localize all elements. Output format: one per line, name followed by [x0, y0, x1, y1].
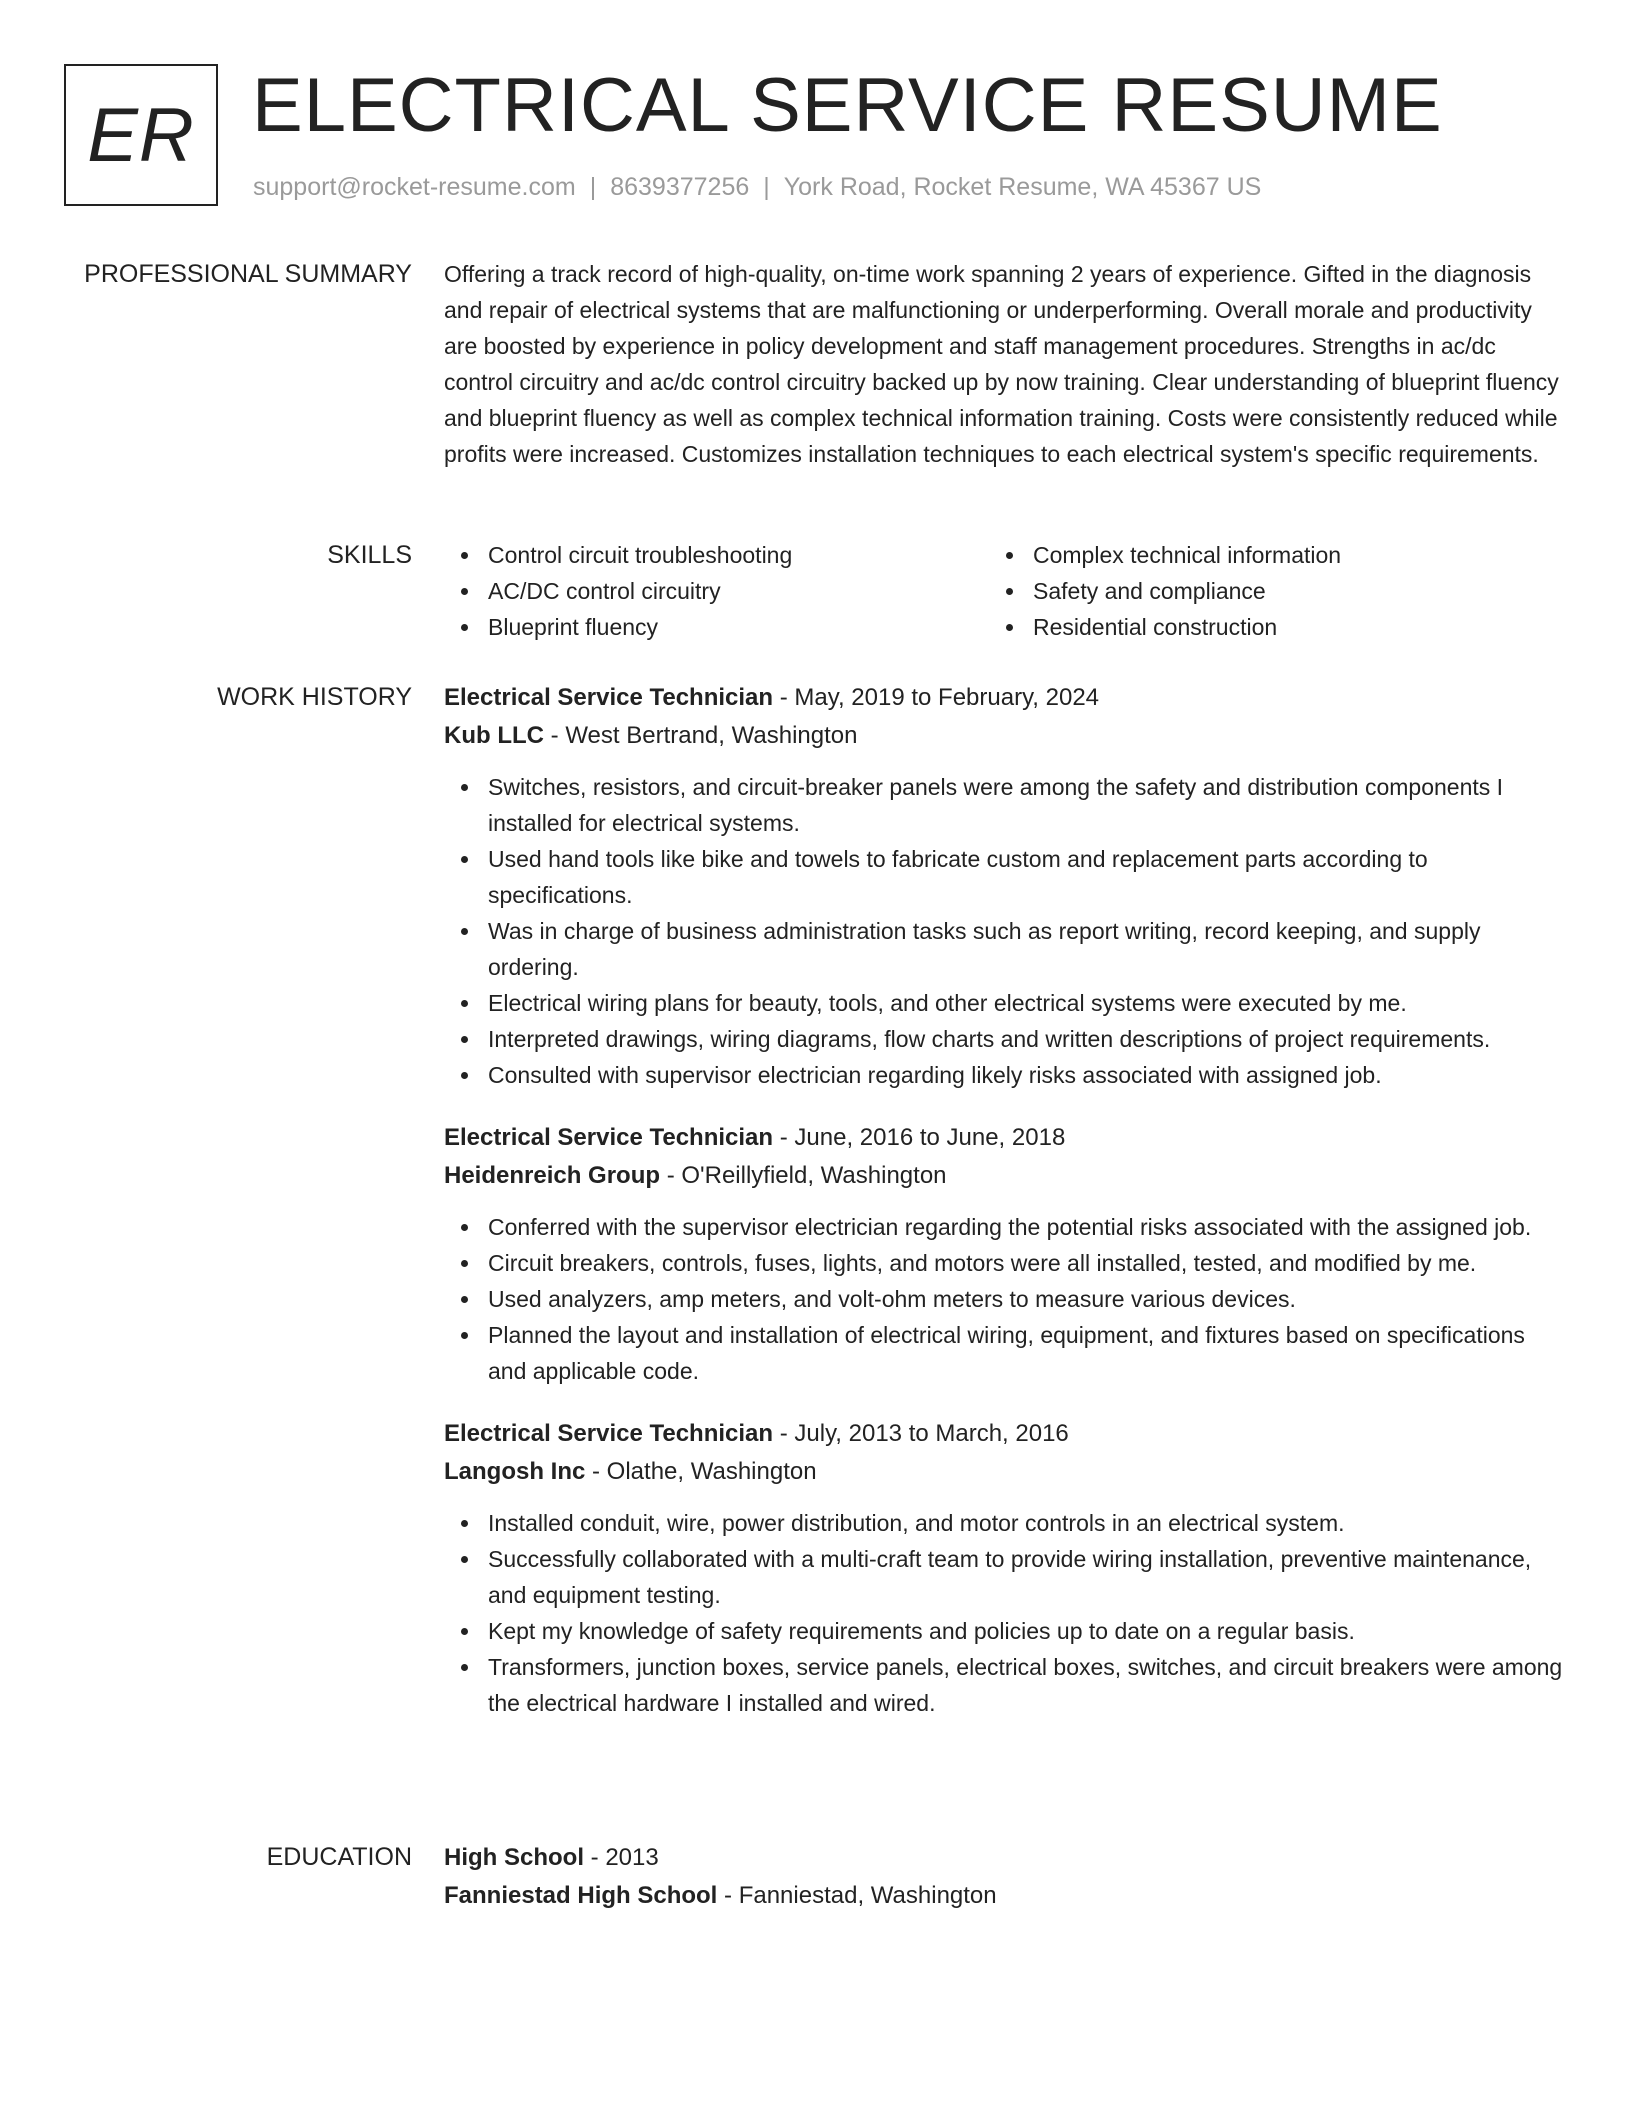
- job-company: Langosh Inc: [444, 1458, 586, 1485]
- summary-body: [444, 256, 1564, 472]
- job-entry: [444, 1119, 1564, 1389]
- job-title: Electrical Service Technician: [444, 1420, 774, 1447]
- section-label: PROFESSIONAL SUMMARY: [84, 260, 412, 288]
- job-bullets: [444, 769, 1564, 1093]
- education-year: - 2013: [590, 1844, 659, 1871]
- job-bullet: Interpreted drawings, wiring diagrams, flow charts and written descriptions of project requirements.: [444, 1021, 1564, 1057]
- job-bullet: Installed conduit, wire, power distribution, and motor controls in an electrical system.: [444, 1505, 1564, 1541]
- resume-header: [64, 64, 1584, 210]
- job-bullet: Consulted with supervisor electrician regarding likely risks associated with assigned job.: [444, 1057, 1564, 1093]
- contact-email: support@rocket-resume.com: [253, 173, 576, 201]
- job-dates: - May, 2019 to February, 2024: [779, 684, 1100, 711]
- job-bullet: Successfully collaborated with a multi-craft team to provide wiring installation, preventive maintenance, and equipment testing.: [444, 1541, 1564, 1613]
- job-entry: [444, 679, 1564, 1093]
- contact-separator: |: [589, 173, 597, 201]
- job-bullet: Electrical wiring plans for beauty, tools, and other electrical systems were executed by me.: [444, 985, 1564, 1021]
- job-location: - West Bertrand, Washington: [550, 722, 858, 749]
- job-title: Electrical Service Technician: [444, 684, 774, 711]
- job-bullet: Used analyzers, amp meters, and volt-ohm meters to measure various devices.: [444, 1281, 1564, 1317]
- job-dates: - July, 2013 to March, 2016: [779, 1420, 1069, 1447]
- section-label: EDUCATION: [266, 1843, 412, 1871]
- job-bullets: [444, 1505, 1564, 1721]
- job-dates: - June, 2016 to June, 2018: [779, 1124, 1066, 1151]
- job-company-line: [444, 1157, 1564, 1195]
- job-title: Electrical Service Technician: [444, 1124, 774, 1151]
- contact-separator: |: [763, 173, 770, 201]
- skills-list: [444, 537, 1564, 645]
- job-bullet: Was in charge of business administration tasks such as report writing, record keeping, and supply ordering.: [444, 913, 1564, 985]
- education-degree: High School: [444, 1844, 584, 1871]
- education-degree-line: [444, 1839, 1564, 1877]
- education-school-line: [444, 1877, 1564, 1915]
- monogram-badge: ER: [64, 64, 218, 206]
- job-location: - Olathe, Washington: [592, 1458, 817, 1485]
- job-bullet: Planned the layout and installation of electrical wiring, equipment, and fixtures based on specifications and applicable code.: [444, 1317, 1564, 1389]
- job-bullet: Circuit breakers, controls, fuses, lights, and motors were all installed, tested, and modified by me.: [444, 1245, 1564, 1281]
- work-history-body: [444, 679, 1564, 1747]
- summary-text: Offering a track record of high-quality, on-time work spanning 2 years of experience. Gifted in the diagnosis and repair of electrical systems that are malfunctioning or underperforming. Overall morale and productivity are boosted by experience in policy development and staff management procedures. Strengths in ac/dc control circuitry and ac/dc control circuitry backed up by now training. Clear understanding of blueprint fluency and blueprint fluency as well as complex technical information training. Costs were consistently reduced while profits were increased. Customizes installation techniques to each electrical system's specific requirements.: [444, 261, 1559, 467]
- section-label: SKILLS: [327, 541, 412, 569]
- job-bullets: [444, 1209, 1564, 1389]
- section-label: WORK HISTORY: [217, 683, 412, 711]
- job-bullet: Switches, resistors, and circuit-breaker panels were among the safety and distribution components I installed for electrical systems.: [444, 769, 1564, 841]
- job-location: - O'Reillyfield, Washington: [666, 1162, 947, 1189]
- job-company: Heidenreich Group: [444, 1162, 661, 1189]
- skills-body: [444, 537, 1564, 645]
- job-title-line: [444, 1415, 1564, 1453]
- education-school: Fanniestad High School: [444, 1882, 718, 1909]
- skill-item: Complex technical information: [989, 537, 1534, 573]
- resume-title: ELECTRICAL SERVICE RESUME: [252, 63, 1443, 148]
- contact-line: [253, 173, 1261, 202]
- job-bullet: Conferred with the supervisor electrician regarding the potential risks associated with the assigned job.: [444, 1209, 1564, 1245]
- skill-item: Safety and compliance: [989, 573, 1534, 609]
- skill-item: Control circuit troubleshooting: [444, 537, 989, 573]
- job-bullet: Transformers, junction boxes, service panels, electrical boxes, switches, and circuit breakers were among the electrical hardware I installed and wired.: [444, 1649, 1564, 1721]
- job-bullet: Kept my knowledge of safety requirements and policies up to date on a regular basis.: [444, 1613, 1564, 1649]
- job-entry: [444, 1415, 1564, 1721]
- skill-item: AC/DC control circuitry: [444, 573, 989, 609]
- job-company-line: [444, 1453, 1564, 1491]
- skill-item: Residential construction: [989, 609, 1534, 645]
- job-title-line: [444, 679, 1564, 717]
- education-location: - Fanniestad, Washington: [724, 1882, 997, 1909]
- contact-address: York Road, Rocket Resume, WA 45367 US: [783, 173, 1262, 201]
- job-company: Kub LLC: [444, 722, 544, 749]
- job-company-line: [444, 717, 1564, 755]
- job-bullet: Used hand tools like bike and towels to fabricate custom and replacement parts according to specifications.: [444, 841, 1564, 913]
- job-title-line: [444, 1119, 1564, 1157]
- contact-phone: 8639377256: [610, 173, 750, 201]
- education-body: [444, 1839, 1564, 1915]
- skill-item: Blueprint fluency: [444, 609, 989, 645]
